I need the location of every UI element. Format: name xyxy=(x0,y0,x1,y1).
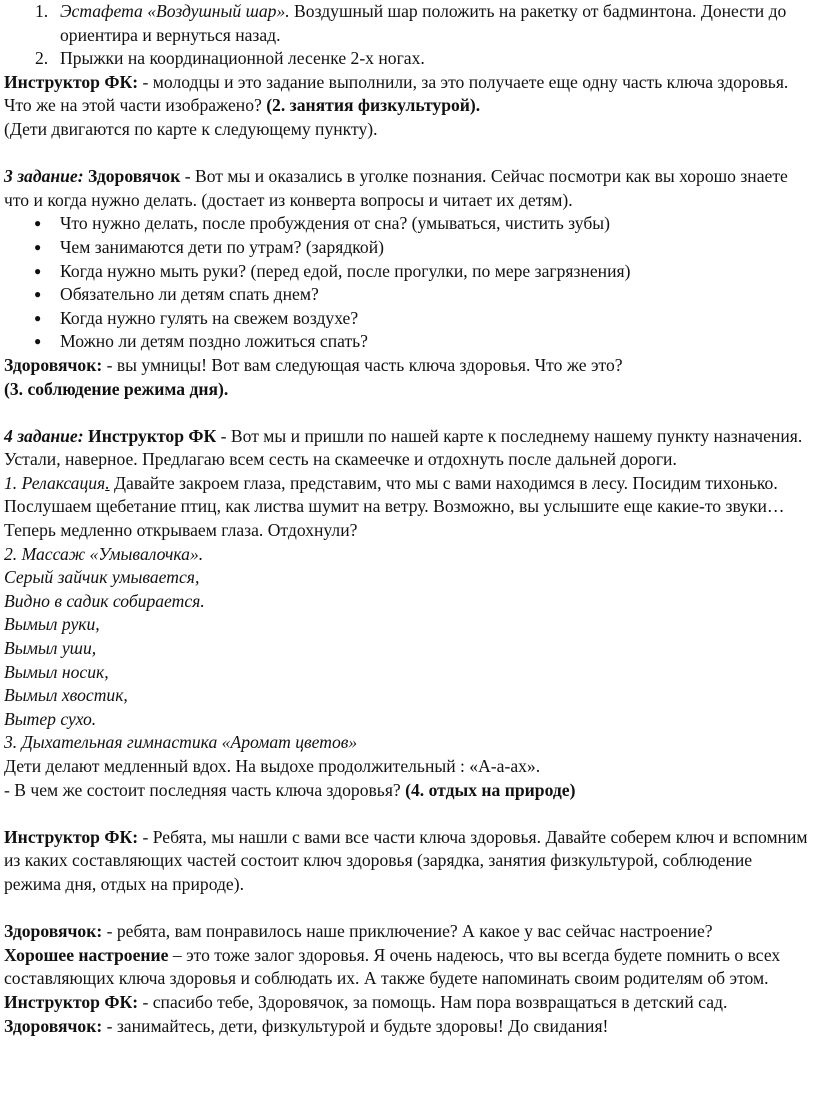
answer-text: (2. занятия физкультурой). xyxy=(266,95,481,116)
relay-list xyxy=(4,0,810,71)
list-item xyxy=(4,307,810,331)
bullet-icon: ● xyxy=(34,310,42,325)
poem-line xyxy=(4,684,810,708)
breathing-title-text: 3. Дыхательная гимнастика «Аромат цветов» xyxy=(4,732,358,753)
relay-text: Воздушный шар положить на ракетку от бадминтона. Донести до ориентира и вернуться назад. xyxy=(60,1,787,45)
poem-text: Вымыл носик, xyxy=(4,661,109,682)
answer-text: (4. отдых на природе) xyxy=(405,779,576,800)
paragraph-text: - Вот мы и пришли по нашей карте к последнему нашему пункту назначения. Устали, наверное. Предлагаю всем сесть на скамеечке и отдохнуть после дальней дороги. xyxy=(4,425,803,470)
poem-line xyxy=(4,566,810,590)
paragraph-text: - молодцы и это задание выполнили, за это получаете еще одну часть ключа здоровья. Что же на этой части изображено? xyxy=(4,71,789,116)
paragraph-text: - спасибо тебе, Здоровячок, за помощь. Нам пора возвращаться в детский сад. xyxy=(138,991,728,1012)
instructor-paragraph-2 xyxy=(4,826,810,897)
paragraph-text: Давайте закроем глаза, представим, что мы с вами находимся в лесу. Посидим тихонько. Послушаем щебетание птиц, как листва шумит на ветру. Возможно, вы услышите еще какие-то звуки… Теперь медленно открываем глаза. Отдохнули? xyxy=(4,472,785,541)
bullet-icon: ● xyxy=(34,263,42,278)
good-mood-paragraph xyxy=(4,944,810,991)
paragraph-text: - ребята, вам понравилось наше приключение? А какое у вас сейчас настроение? xyxy=(102,921,713,942)
spacer xyxy=(4,802,810,826)
zdorovyachok-paragraph-1 xyxy=(4,354,810,378)
answer-line xyxy=(4,378,810,402)
question-text: Обязательно ли детям спать днем? xyxy=(60,284,319,305)
list-item xyxy=(4,47,810,71)
poem-line xyxy=(4,613,810,637)
question-text: Можно ли детям поздно ложиться спать? xyxy=(60,331,368,352)
list-item xyxy=(4,0,810,47)
good-mood-label: Хорошее настроение xyxy=(4,944,169,965)
question-text: Что нужно делать, после пробуждения от сна? (умываться, чистить зубы) xyxy=(60,213,610,234)
paragraph-text: - Вот мы и оказались в уголке познания. Сейчас посмотри как вы хорошо знаете что и когда нужно делать. (достает из конверта вопросы и читает их детям). xyxy=(4,166,788,210)
poem-text: Вымыл уши, xyxy=(4,638,97,659)
poem-text: Видно в садик собирается. xyxy=(4,590,205,611)
speaker-label: Инструктор ФК xyxy=(83,425,217,446)
massage-title-text: 2. Массаж «Умывалочка». xyxy=(4,543,204,564)
paragraph-text: - В чем же состоит последняя часть ключа здоровья? xyxy=(4,779,406,800)
paragraph-text: - Ребята, мы нашли с вами все части ключа здоровья. Давайте соберем ключ и вспомним из каких составляющих частей состоит ключ здоровья (зарядка, занятия физкультурой, соблюдение режима дня, отдых на природе). xyxy=(4,826,808,894)
poem-line xyxy=(4,590,810,614)
bullet-icon: ● xyxy=(34,287,42,302)
task-3-paragraph xyxy=(4,165,810,212)
task-4-paragraph xyxy=(4,425,810,472)
poem-line xyxy=(4,637,810,661)
spacer xyxy=(4,897,810,921)
speaker-label: Инструктор ФК: xyxy=(4,826,139,847)
answer-text: (3. соблюдение режима дня). xyxy=(4,378,229,399)
task-label: 3 задание: xyxy=(4,166,84,187)
instructor-paragraph-3 xyxy=(4,991,810,1015)
list-number: 2. xyxy=(35,48,49,69)
speaker-label: Здоровячок xyxy=(83,166,181,187)
breathing-title xyxy=(4,731,810,755)
instructor-paragraph-1 xyxy=(4,71,810,118)
speaker-label: Здоровячок: xyxy=(4,921,103,942)
relaxation-title: 1. Релаксация xyxy=(4,472,106,493)
speaker-label: Здоровячок: xyxy=(4,1015,103,1036)
question-text: Чем занимаются дети по утрам? (зарядкой) xyxy=(60,236,385,257)
task-label: 4 задание: xyxy=(4,425,84,446)
relay-title: Эстафета «Воздушный шар». xyxy=(60,1,290,21)
list-item xyxy=(4,260,810,284)
poem-text: Вымыл руки, xyxy=(4,614,100,635)
speaker-label: Инструктор ФК: xyxy=(4,71,139,92)
poem-text: Вытер сухо. xyxy=(4,708,97,729)
list-item xyxy=(4,236,810,260)
bullet-icon: ● xyxy=(34,334,42,349)
massage-title xyxy=(4,543,810,567)
relaxation-paragraph xyxy=(4,472,810,543)
bullet-icon: ● xyxy=(34,216,42,231)
spacer xyxy=(4,142,810,166)
jumps-text: Прыжки на координационной лесенке 2-х ногах. xyxy=(60,48,425,69)
zdorovyachok-paragraph-2 xyxy=(4,920,810,944)
poem-line xyxy=(4,708,810,732)
questions-list xyxy=(4,212,810,354)
movement-note: (Дети двигаются по карте к следующему пункту). xyxy=(4,118,378,139)
list-number: 1. xyxy=(35,1,49,21)
paragraph-text: - вы умницы! Вот вам следующая часть ключа здоровья. Что же это? xyxy=(102,354,623,375)
relaxation-dot: . xyxy=(105,472,110,493)
speaker-label: Инструктор ФК: xyxy=(4,991,139,1012)
speaker-label: Здоровячок: xyxy=(4,354,103,375)
poem-line xyxy=(4,661,810,685)
bullet-icon: ● xyxy=(34,239,42,254)
list-item xyxy=(4,212,810,236)
list-item xyxy=(4,330,810,354)
poem-text: Вымыл хвостик, xyxy=(4,685,128,706)
paragraph-text: - занимайтесь, дети, физкультурой и будьте здоровы! До свидания! xyxy=(102,1015,609,1036)
breathing-text: Дети делают медленный вдох. На выдохе продолжительный : «А-а-ах». xyxy=(4,756,541,776)
question-text: Когда нужно мыть руки? (перед едой, после прогулки, по мере загрязнения) xyxy=(60,260,631,281)
spacer xyxy=(4,401,810,425)
paragraph-text: – это тоже залог здоровья. Я очень надеюсь, что вы всегда будете помнить о всех составляющих ключа здоровья и соблюдать их. А также будете напоминать своим родителям об этом. xyxy=(4,944,781,989)
last-part-question xyxy=(4,779,810,803)
list-item xyxy=(4,283,810,307)
question-text: Когда нужно гулять на свежем воздухе? xyxy=(60,307,359,328)
poem-text: Серый зайчик умывается, xyxy=(4,567,200,588)
zdorovyachok-paragraph-3 xyxy=(4,1015,810,1039)
